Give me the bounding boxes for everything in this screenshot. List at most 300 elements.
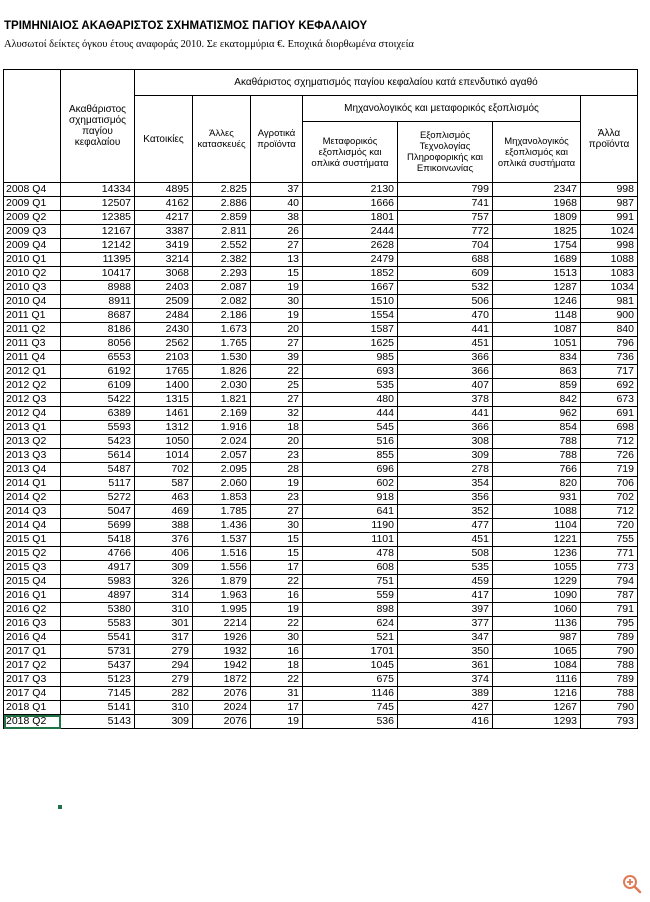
value-cell[interactable]: 2430 — [135, 323, 193, 337]
value-cell[interactable]: 788 — [493, 449, 581, 463]
period-cell[interactable]: 2018 Q1 — [4, 701, 61, 715]
value-cell[interactable]: 1.785 — [193, 505, 251, 519]
value-cell[interactable]: 987 — [493, 631, 581, 645]
value-cell[interactable]: 6192 — [61, 365, 135, 379]
value-cell[interactable]: 30 — [251, 631, 303, 645]
value-cell[interactable]: 4917 — [61, 561, 135, 575]
value-cell[interactable]: 1050 — [135, 435, 193, 449]
value-cell[interactable]: 1852 — [303, 267, 398, 281]
value-cell[interactable]: 987 — [581, 197, 638, 211]
value-cell[interactable]: 793 — [581, 715, 638, 729]
value-cell[interactable]: 1513 — [493, 267, 581, 281]
value-cell[interactable]: 1087 — [493, 323, 581, 337]
value-cell[interactable]: 1.673 — [193, 323, 251, 337]
header-transport[interactable]: Μεταφορικός εξοπλισμός και οπλικά συστήματα — [303, 122, 398, 183]
value-cell[interactable]: 712 — [581, 435, 638, 449]
value-cell[interactable]: 898 — [303, 603, 398, 617]
value-cell[interactable]: 2.082 — [193, 295, 251, 309]
period-cell[interactable]: 2016 Q2 — [4, 603, 61, 617]
value-cell[interactable]: 1.963 — [193, 589, 251, 603]
value-cell[interactable]: 641 — [303, 505, 398, 519]
value-cell[interactable]: 6389 — [61, 407, 135, 421]
value-cell[interactable]: 366 — [398, 421, 493, 435]
period-cell[interactable]: 2009 Q1 — [4, 197, 61, 211]
value-cell[interactable]: 1083 — [581, 267, 638, 281]
value-cell[interactable]: 11395 — [61, 253, 135, 267]
value-cell[interactable]: 5141 — [61, 701, 135, 715]
value-cell[interactable]: 2.186 — [193, 309, 251, 323]
value-cell[interactable]: 5117 — [61, 477, 135, 491]
value-cell[interactable]: 1190 — [303, 519, 398, 533]
value-cell[interactable]: 2.859 — [193, 211, 251, 225]
value-cell[interactable]: 2076 — [193, 687, 251, 701]
value-cell[interactable]: 5731 — [61, 645, 135, 659]
value-cell[interactable]: 5418 — [61, 533, 135, 547]
value-cell[interactable]: 20 — [251, 323, 303, 337]
value-cell[interactable]: 8988 — [61, 281, 135, 295]
value-cell[interactable]: 314 — [135, 589, 193, 603]
value-cell[interactable]: 10417 — [61, 267, 135, 281]
value-cell[interactable]: 736 — [581, 351, 638, 365]
value-cell[interactable]: 1400 — [135, 379, 193, 393]
value-cell[interactable]: 608 — [303, 561, 398, 575]
value-cell[interactable]: 27 — [251, 337, 303, 351]
value-cell[interactable]: 17 — [251, 561, 303, 575]
value-cell[interactable]: 918 — [303, 491, 398, 505]
value-cell[interactable]: 13 — [251, 253, 303, 267]
value-cell[interactable]: 1.556 — [193, 561, 251, 575]
value-cell[interactable]: 478 — [303, 547, 398, 561]
value-cell[interactable]: 1065 — [493, 645, 581, 659]
value-cell[interactable]: 5123 — [61, 673, 135, 687]
period-cell[interactable]: 2016 Q3 — [4, 617, 61, 631]
value-cell[interactable]: 451 — [398, 337, 493, 351]
period-cell[interactable]: 2012 Q4 — [4, 407, 61, 421]
value-cell[interactable]: 675 — [303, 673, 398, 687]
value-cell[interactable]: 16 — [251, 645, 303, 659]
period-cell[interactable]: 2011 Q2 — [4, 323, 61, 337]
value-cell[interactable]: 985 — [303, 351, 398, 365]
value-cell[interactable]: 361 — [398, 659, 493, 673]
value-cell[interactable]: 1090 — [493, 589, 581, 603]
value-cell[interactable]: 859 — [493, 379, 581, 393]
value-cell[interactable]: 1236 — [493, 547, 581, 561]
value-cell[interactable]: 5423 — [61, 435, 135, 449]
value-cell[interactable]: 1942 — [193, 659, 251, 673]
value-cell[interactable]: 545 — [303, 421, 398, 435]
value-cell[interactable]: 1101 — [303, 533, 398, 547]
value-cell[interactable]: 1926 — [193, 631, 251, 645]
value-cell[interactable]: 726 — [581, 449, 638, 463]
value-cell[interactable]: 354 — [398, 477, 493, 491]
value-cell[interactable]: 790 — [581, 645, 638, 659]
value-cell[interactable]: 2024 — [193, 701, 251, 715]
value-cell[interactable]: 2.552 — [193, 239, 251, 253]
value-cell[interactable]: 1.916 — [193, 421, 251, 435]
value-cell[interactable]: 2.095 — [193, 463, 251, 477]
value-cell[interactable]: 37 — [251, 183, 303, 197]
value-cell[interactable]: 1116 — [493, 673, 581, 687]
value-cell[interactable]: 1146 — [303, 687, 398, 701]
value-cell[interactable]: 278 — [398, 463, 493, 477]
header-ict[interactable]: Εξοπλισμός Τεχνολογίας Πληροφορικής και Επικοινωνίας — [398, 122, 493, 183]
value-cell[interactable]: 3068 — [135, 267, 193, 281]
value-cell[interactable]: 1315 — [135, 393, 193, 407]
value-cell[interactable]: 23 — [251, 449, 303, 463]
value-cell[interactable]: 1667 — [303, 281, 398, 295]
value-cell[interactable]: 506 — [398, 295, 493, 309]
value-cell[interactable]: 698 — [581, 421, 638, 435]
period-cell[interactable]: 2011 Q4 — [4, 351, 61, 365]
value-cell[interactable]: 900 — [581, 309, 638, 323]
period-cell[interactable]: 2013 Q2 — [4, 435, 61, 449]
value-cell[interactable]: 5583 — [61, 617, 135, 631]
value-cell[interactable]: 4217 — [135, 211, 193, 225]
value-cell[interactable]: 5983 — [61, 575, 135, 589]
value-cell[interactable]: 2509 — [135, 295, 193, 309]
value-cell[interactable]: 5422 — [61, 393, 135, 407]
value-cell[interactable]: 820 — [493, 477, 581, 491]
value-cell[interactable]: 1689 — [493, 253, 581, 267]
value-cell[interactable]: 441 — [398, 323, 493, 337]
period-cell[interactable]: 2010 Q1 — [4, 253, 61, 267]
period-cell[interactable]: 2017 Q1 — [4, 645, 61, 659]
value-cell[interactable]: 2.382 — [193, 253, 251, 267]
period-cell[interactable]: 2014 Q2 — [4, 491, 61, 505]
value-cell[interactable]: 2.886 — [193, 197, 251, 211]
value-cell[interactable]: 673 — [581, 393, 638, 407]
period-cell[interactable]: 2016 Q1 — [4, 589, 61, 603]
value-cell[interactable]: 32 — [251, 407, 303, 421]
value-cell[interactable]: 1287 — [493, 281, 581, 295]
value-cell[interactable]: 2076 — [193, 715, 251, 729]
value-cell[interactable]: 931 — [493, 491, 581, 505]
period-cell[interactable]: 2015 Q1 — [4, 533, 61, 547]
value-cell[interactable]: 712 — [581, 505, 638, 519]
value-cell[interactable]: 470 — [398, 309, 493, 323]
value-cell[interactable]: 6553 — [61, 351, 135, 365]
value-cell[interactable]: 751 — [303, 575, 398, 589]
value-cell[interactable]: 15 — [251, 267, 303, 281]
value-cell[interactable]: 5541 — [61, 631, 135, 645]
value-cell[interactable]: 40 — [251, 197, 303, 211]
value-cell[interactable]: 3387 — [135, 225, 193, 239]
value-cell[interactable]: 696 — [303, 463, 398, 477]
value-cell[interactable]: 1932 — [193, 645, 251, 659]
value-cell[interactable]: 39 — [251, 351, 303, 365]
value-cell[interactable]: 962 — [493, 407, 581, 421]
value-cell[interactable]: 2.060 — [193, 477, 251, 491]
value-cell[interactable]: 389 — [398, 687, 493, 701]
value-cell[interactable]: 1461 — [135, 407, 193, 421]
period-cell[interactable]: 2011 Q1 — [4, 309, 61, 323]
period-cell[interactable]: 2017 Q4 — [4, 687, 61, 701]
value-cell[interactable]: 863 — [493, 365, 581, 379]
value-cell[interactable]: 1104 — [493, 519, 581, 533]
value-cell[interactable]: 444 — [303, 407, 398, 421]
period-cell[interactable]: 2013 Q1 — [4, 421, 61, 435]
value-cell[interactable]: 377 — [398, 617, 493, 631]
value-cell[interactable]: 771 — [581, 547, 638, 561]
value-cell[interactable]: 326 — [135, 575, 193, 589]
value-cell[interactable]: 294 — [135, 659, 193, 673]
value-cell[interactable]: 317 — [135, 631, 193, 645]
value-cell[interactable]: 741 — [398, 197, 493, 211]
header-machinery-group[interactable]: Μηχανολογικός και μεταφορικός εξοπλισμός — [303, 96, 581, 122]
value-cell[interactable]: 3214 — [135, 253, 193, 267]
value-cell[interactable]: 1666 — [303, 197, 398, 211]
value-cell[interactable]: 366 — [398, 351, 493, 365]
value-cell[interactable]: 1045 — [303, 659, 398, 673]
value-cell[interactable]: 1148 — [493, 309, 581, 323]
value-cell[interactable]: 1216 — [493, 687, 581, 701]
value-cell[interactable]: 1765 — [135, 365, 193, 379]
value-cell[interactable]: 2479 — [303, 253, 398, 267]
value-cell[interactable]: 755 — [581, 533, 638, 547]
period-cell[interactable]: 2012 Q3 — [4, 393, 61, 407]
value-cell[interactable]: 5380 — [61, 603, 135, 617]
value-cell[interactable]: 15 — [251, 533, 303, 547]
period-cell[interactable]: 2017 Q3 — [4, 673, 61, 687]
value-cell[interactable]: 463 — [135, 491, 193, 505]
value-cell[interactable]: 795 — [581, 617, 638, 631]
value-cell[interactable]: 406 — [135, 547, 193, 561]
value-cell[interactable]: 376 — [135, 533, 193, 547]
value-cell[interactable]: 1.879 — [193, 575, 251, 589]
value-cell[interactable]: 22 — [251, 365, 303, 379]
value-cell[interactable]: 310 — [135, 701, 193, 715]
period-cell[interactable]: 2009 Q2 — [4, 211, 61, 225]
value-cell[interactable]: 279 — [135, 673, 193, 687]
value-cell[interactable]: 3419 — [135, 239, 193, 253]
value-cell[interactable]: 2628 — [303, 239, 398, 253]
value-cell[interactable]: 508 — [398, 547, 493, 561]
value-cell[interactable]: 840 — [581, 323, 638, 337]
value-cell[interactable]: 309 — [398, 449, 493, 463]
value-cell[interactable]: 5699 — [61, 519, 135, 533]
value-cell[interactable]: 417 — [398, 589, 493, 603]
value-cell[interactable]: 427 — [398, 701, 493, 715]
value-cell[interactable]: 2.024 — [193, 435, 251, 449]
value-cell[interactable]: 22 — [251, 575, 303, 589]
value-cell[interactable]: 19 — [251, 715, 303, 729]
value-cell[interactable]: 788 — [581, 687, 638, 701]
value-cell[interactable]: 1.765 — [193, 337, 251, 351]
value-cell[interactable]: 794 — [581, 575, 638, 589]
value-cell[interactable]: 4895 — [135, 183, 193, 197]
value-cell[interactable]: 7145 — [61, 687, 135, 701]
period-cell[interactable]: 2014 Q4 — [4, 519, 61, 533]
value-cell[interactable]: 397 — [398, 603, 493, 617]
value-cell[interactable]: 1229 — [493, 575, 581, 589]
value-cell[interactable]: 1034 — [581, 281, 638, 295]
value-cell[interactable]: 834 — [493, 351, 581, 365]
header-dwellings[interactable]: Κατοικίες — [135, 96, 193, 183]
value-cell[interactable]: 374 — [398, 673, 493, 687]
value-cell[interactable]: 720 — [581, 519, 638, 533]
fill-handle[interactable] — [58, 805, 62, 809]
value-cell[interactable]: 4162 — [135, 197, 193, 211]
value-cell[interactable]: 855 — [303, 449, 398, 463]
period-cell[interactable]: 2010 Q3 — [4, 281, 61, 295]
value-cell[interactable]: 22 — [251, 673, 303, 687]
value-cell[interactable]: 998 — [581, 183, 638, 197]
value-cell[interactable]: 18 — [251, 659, 303, 673]
value-cell[interactable]: 19 — [251, 477, 303, 491]
value-cell[interactable]: 2.087 — [193, 281, 251, 295]
period-cell[interactable]: 2013 Q3 — [4, 449, 61, 463]
header-gfcf[interactable]: Ακαθάριστος σχηματισμός παγίου κεφαλαίου — [61, 70, 135, 183]
value-cell[interactable]: 791 — [581, 603, 638, 617]
value-cell[interactable]: 8687 — [61, 309, 135, 323]
value-cell[interactable]: 5487 — [61, 463, 135, 477]
value-cell[interactable]: 19 — [251, 603, 303, 617]
value-cell[interactable]: 2.293 — [193, 267, 251, 281]
period-cell[interactable]: 2015 Q4 — [4, 575, 61, 589]
zoom-in-icon[interactable] — [622, 874, 642, 894]
value-cell[interactable]: 2130 — [303, 183, 398, 197]
value-cell[interactable]: 1.821 — [193, 393, 251, 407]
value-cell[interactable]: 279 — [135, 645, 193, 659]
value-cell[interactable]: 1825 — [493, 225, 581, 239]
value-cell[interactable]: 717 — [581, 365, 638, 379]
value-cell[interactable]: 2484 — [135, 309, 193, 323]
value-cell[interactable]: 310 — [135, 603, 193, 617]
period-cell[interactable]: 2018 Q2 — [4, 715, 61, 729]
period-cell[interactable]: 2014 Q3 — [4, 505, 61, 519]
period-cell[interactable]: 2011 Q3 — [4, 337, 61, 351]
value-cell[interactable]: 356 — [398, 491, 493, 505]
header-by-asset[interactable]: Ακαθάριστος σχηματισμός παγίου κεφαλαίου κατά επενδυτικό αγαθό — [135, 70, 638, 96]
value-cell[interactable]: 773 — [581, 561, 638, 575]
value-cell[interactable]: 469 — [135, 505, 193, 519]
value-cell[interactable]: 17 — [251, 701, 303, 715]
value-cell[interactable]: 309 — [135, 561, 193, 575]
value-cell[interactable]: 799 — [398, 183, 493, 197]
value-cell[interactable]: 1510 — [303, 295, 398, 309]
value-cell[interactable]: 1221 — [493, 533, 581, 547]
value-cell[interactable]: 535 — [398, 561, 493, 575]
value-cell[interactable]: 1801 — [303, 211, 398, 225]
value-cell[interactable]: 2444 — [303, 225, 398, 239]
value-cell[interactable]: 477 — [398, 519, 493, 533]
value-cell[interactable]: 1014 — [135, 449, 193, 463]
value-cell[interactable]: 521 — [303, 631, 398, 645]
value-cell[interactable]: 22 — [251, 617, 303, 631]
period-cell[interactable]: 2012 Q1 — [4, 365, 61, 379]
period-cell[interactable]: 2015 Q3 — [4, 561, 61, 575]
value-cell[interactable]: 842 — [493, 393, 581, 407]
period-cell[interactable]: 2017 Q2 — [4, 659, 61, 673]
value-cell[interactable]: 459 — [398, 575, 493, 589]
value-cell[interactable]: 1.530 — [193, 351, 251, 365]
value-cell[interactable]: 998 — [581, 239, 638, 253]
value-cell[interactable]: 1701 — [303, 645, 398, 659]
value-cell[interactable]: 693 — [303, 365, 398, 379]
value-cell[interactable]: 535 — [303, 379, 398, 393]
value-cell[interactable]: 772 — [398, 225, 493, 239]
value-cell[interactable]: 308 — [398, 435, 493, 449]
value-cell[interactable]: 1968 — [493, 197, 581, 211]
value-cell[interactable]: 706 — [581, 477, 638, 491]
value-cell[interactable]: 796 — [581, 337, 638, 351]
value-cell[interactable]: 5614 — [61, 449, 135, 463]
value-cell[interactable]: 347 — [398, 631, 493, 645]
value-cell[interactable]: 559 — [303, 589, 398, 603]
value-cell[interactable]: 2.169 — [193, 407, 251, 421]
value-cell[interactable]: 19 — [251, 281, 303, 295]
value-cell[interactable]: 441 — [398, 407, 493, 421]
value-cell[interactable]: 18 — [251, 421, 303, 435]
value-cell[interactable]: 2347 — [493, 183, 581, 197]
value-cell[interactable]: 1267 — [493, 701, 581, 715]
value-cell[interactable]: 352 — [398, 505, 493, 519]
period-cell[interactable]: 2012 Q2 — [4, 379, 61, 393]
value-cell[interactable]: 20 — [251, 435, 303, 449]
value-cell[interactable]: 388 — [135, 519, 193, 533]
value-cell[interactable]: 1.995 — [193, 603, 251, 617]
value-cell[interactable]: 5272 — [61, 491, 135, 505]
value-cell[interactable]: 2.030 — [193, 379, 251, 393]
value-cell[interactable]: 1.516 — [193, 547, 251, 561]
value-cell[interactable]: 702 — [135, 463, 193, 477]
header-machinery[interactable]: Μηχανολογικός εξοπλισμός και οπλικά συστήματα — [493, 122, 581, 183]
value-cell[interactable]: 1312 — [135, 421, 193, 435]
value-cell[interactable]: 5143 — [61, 715, 135, 729]
value-cell[interactable]: 1.537 — [193, 533, 251, 547]
value-cell[interactable]: 6109 — [61, 379, 135, 393]
value-cell[interactable]: 1809 — [493, 211, 581, 225]
value-cell[interactable]: 1.436 — [193, 519, 251, 533]
period-cell[interactable]: 2014 Q1 — [4, 477, 61, 491]
value-cell[interactable]: 301 — [135, 617, 193, 631]
value-cell[interactable]: 2403 — [135, 281, 193, 295]
value-cell[interactable]: 5593 — [61, 421, 135, 435]
value-cell[interactable]: 2.057 — [193, 449, 251, 463]
header-other-construction[interactable]: Άλλες κατασκευές — [193, 96, 251, 183]
value-cell[interactable]: 31 — [251, 687, 303, 701]
period-cell[interactable]: 2009 Q3 — [4, 225, 61, 239]
value-cell[interactable]: 12507 — [61, 197, 135, 211]
value-cell[interactable]: 4766 — [61, 547, 135, 561]
value-cell[interactable]: 2.825 — [193, 183, 251, 197]
period-cell[interactable]: 2016 Q4 — [4, 631, 61, 645]
value-cell[interactable]: 991 — [581, 211, 638, 225]
period-cell[interactable]: 2008 Q4 — [4, 183, 61, 197]
value-cell[interactable]: 789 — [581, 673, 638, 687]
value-cell[interactable]: 1.826 — [193, 365, 251, 379]
value-cell[interactable]: 480 — [303, 393, 398, 407]
value-cell[interactable]: 30 — [251, 519, 303, 533]
value-cell[interactable]: 12167 — [61, 225, 135, 239]
value-cell[interactable]: 692 — [581, 379, 638, 393]
value-cell[interactable]: 1084 — [493, 659, 581, 673]
value-cell[interactable]: 1055 — [493, 561, 581, 575]
value-cell[interactable]: 1872 — [193, 673, 251, 687]
value-cell[interactable]: 1088 — [493, 505, 581, 519]
value-cell[interactable]: 532 — [398, 281, 493, 295]
value-cell[interactable]: 609 — [398, 267, 493, 281]
value-cell[interactable]: 1.853 — [193, 491, 251, 505]
value-cell[interactable]: 1136 — [493, 617, 581, 631]
value-cell[interactable]: 366 — [398, 365, 493, 379]
value-cell[interactable]: 12142 — [61, 239, 135, 253]
period-cell[interactable]: 2010 Q4 — [4, 295, 61, 309]
value-cell[interactable]: 451 — [398, 533, 493, 547]
value-cell[interactable]: 416 — [398, 715, 493, 729]
value-cell[interactable]: 1024 — [581, 225, 638, 239]
value-cell[interactable]: 1060 — [493, 603, 581, 617]
